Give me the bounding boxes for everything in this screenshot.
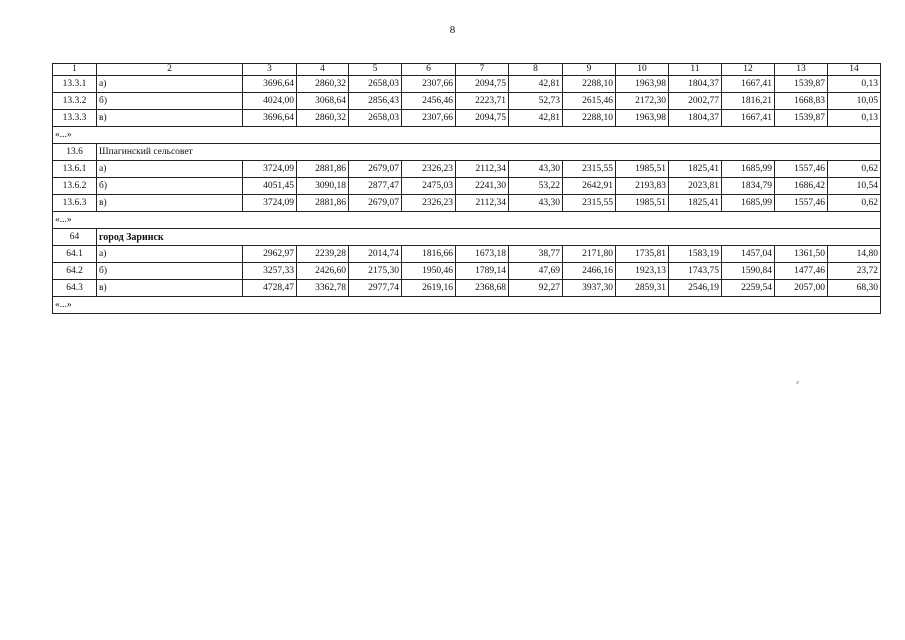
value-cell: 3724,09 [243, 195, 297, 212]
value-cell: 2962,97 [243, 246, 297, 263]
value-cell: 1950,46 [402, 263, 456, 280]
value-cell: 38,77 [509, 246, 563, 263]
page-number: 8 [449, 24, 456, 36]
value-cell: 2977,74 [349, 280, 402, 297]
value-cell: 1789,14 [456, 263, 509, 280]
value-cell: 2881,86 [297, 161, 349, 178]
value-cell: 14,80 [828, 246, 881, 263]
value-cell: 3724,09 [243, 161, 297, 178]
value-cell: 2288,10 [563, 110, 616, 127]
value-cell: 2193,83 [616, 178, 669, 195]
value-cell: 2259,54 [722, 280, 775, 297]
value-cell: 2860,32 [297, 76, 349, 93]
value-cell: 1985,51 [616, 195, 669, 212]
value-cell: 1834,79 [722, 178, 775, 195]
table-row [53, 178, 881, 195]
value-cell: 52,73 [509, 93, 563, 110]
section-title: город Заринск [97, 229, 881, 246]
value-cell: 2112,34 [456, 195, 509, 212]
table-body [53, 64, 881, 314]
value-cell: 1685,99 [722, 161, 775, 178]
tariff-table [52, 63, 881, 314]
value-cell: 1963,98 [616, 76, 669, 93]
value-cell: 1963,98 [616, 110, 669, 127]
header-cell: 14 [828, 64, 881, 76]
value-cell: 2368,68 [456, 280, 509, 297]
value-cell: 42,81 [509, 76, 563, 93]
row-code: 13.3.3 [53, 110, 97, 127]
value-cell: 2881,86 [297, 195, 349, 212]
value-cell: 1673,18 [456, 246, 509, 263]
value-cell: 43,30 [509, 161, 563, 178]
value-cell: 2466,16 [563, 263, 616, 280]
value-cell: 10,05 [828, 93, 881, 110]
value-cell: 3257,33 [243, 263, 297, 280]
value-cell: 2642,91 [563, 178, 616, 195]
header-cell: 11 [669, 64, 722, 76]
row-label: б) [97, 93, 243, 110]
row-code: 13.3.2 [53, 93, 97, 110]
value-cell: 2860,32 [297, 110, 349, 127]
header-cell: 8 [509, 64, 563, 76]
value-cell: 4051,45 [243, 178, 297, 195]
table-row [53, 263, 881, 280]
value-cell: 2456,46 [402, 93, 456, 110]
value-cell: 2679,07 [349, 195, 402, 212]
header-cell: 4 [297, 64, 349, 76]
value-cell: 2094,75 [456, 110, 509, 127]
header-cell: 7 [456, 64, 509, 76]
value-cell: 1539,87 [775, 76, 828, 93]
value-cell: 1557,46 [775, 161, 828, 178]
header-cell: 2 [97, 64, 243, 76]
table-row [53, 161, 881, 178]
value-cell: 1668,83 [775, 93, 828, 110]
row-code: 64.2 [53, 263, 97, 280]
row-code: 13.6.3 [53, 195, 97, 212]
row-code: 64.3 [53, 280, 97, 297]
table-row [53, 93, 881, 110]
ellipsis-row [53, 127, 881, 144]
value-cell: 2326,23 [402, 161, 456, 178]
value-cell: 1539,87 [775, 110, 828, 127]
value-cell: 1667,41 [722, 76, 775, 93]
value-cell: 2679,07 [349, 161, 402, 178]
table-row [53, 110, 881, 127]
value-cell: 2326,23 [402, 195, 456, 212]
header-cell: 6 [402, 64, 456, 76]
value-cell: 2307,66 [402, 110, 456, 127]
header-row [53, 64, 881, 76]
row-code: 64.1 [53, 246, 97, 263]
header-cell: 9 [563, 64, 616, 76]
value-cell: 2223,71 [456, 93, 509, 110]
value-cell: 4024,00 [243, 93, 297, 110]
value-cell: 2658,03 [349, 110, 402, 127]
value-cell: 2475,03 [402, 178, 456, 195]
value-cell: 2002,77 [669, 93, 722, 110]
value-cell: 1583,19 [669, 246, 722, 263]
value-cell: 1667,41 [722, 110, 775, 127]
ellipsis-cell: «...» [53, 127, 881, 144]
table-row [53, 195, 881, 212]
value-cell: 0,62 [828, 161, 881, 178]
table-row [53, 76, 881, 93]
row-code: 13.6.1 [53, 161, 97, 178]
header-cell: 12 [722, 64, 775, 76]
value-cell: 1685,99 [722, 195, 775, 212]
value-cell: 3696,64 [243, 76, 297, 93]
value-cell: 2241,30 [456, 178, 509, 195]
value-cell: 3090,18 [297, 178, 349, 195]
ellipsis-cell: «...» [53, 212, 881, 229]
value-cell: 0,13 [828, 110, 881, 127]
value-cell: 3937,30 [563, 280, 616, 297]
value-cell: 53,22 [509, 178, 563, 195]
value-cell: 1557,46 [775, 195, 828, 212]
value-cell: 2877,47 [349, 178, 402, 195]
row-code: 64 [53, 229, 97, 246]
value-cell: 47,69 [509, 263, 563, 280]
value-cell: 3068,64 [297, 93, 349, 110]
value-cell: 1361,50 [775, 246, 828, 263]
row-label: б) [97, 178, 243, 195]
value-cell: 1816,21 [722, 93, 775, 110]
value-cell: 0,13 [828, 76, 881, 93]
value-cell: 4728,47 [243, 280, 297, 297]
value-cell: 3362,78 [297, 280, 349, 297]
value-cell: 1804,37 [669, 76, 722, 93]
table-row [53, 246, 881, 263]
value-cell: 2615,46 [563, 93, 616, 110]
row-code: 13.6 [53, 144, 97, 161]
row-label: а) [97, 76, 243, 93]
value-cell: 2288,10 [563, 76, 616, 93]
value-cell: 1804,37 [669, 110, 722, 127]
header-cell: 10 [616, 64, 669, 76]
value-cell: 1825,41 [669, 161, 722, 178]
value-cell: 1923,13 [616, 263, 669, 280]
value-cell: 2658,03 [349, 76, 402, 93]
row-code: 13.3.1 [53, 76, 97, 93]
value-cell: 2172,30 [616, 93, 669, 110]
ellipsis-row [53, 297, 881, 314]
row-label: б) [97, 263, 243, 280]
value-cell: 43,30 [509, 195, 563, 212]
value-cell: 2239,28 [297, 246, 349, 263]
value-cell: 2014,74 [349, 246, 402, 263]
header-cell: 3 [243, 64, 297, 76]
value-cell: 2856,43 [349, 93, 402, 110]
header-cell: 5 [349, 64, 402, 76]
value-cell: 3696,64 [243, 110, 297, 127]
section-row [53, 144, 881, 161]
row-code: 13.6.2 [53, 178, 97, 195]
value-cell: 2315,55 [563, 161, 616, 178]
value-cell: 92,27 [509, 280, 563, 297]
value-cell: 1686,42 [775, 178, 828, 195]
value-cell: 42,81 [509, 110, 563, 127]
value-cell: 2023,81 [669, 178, 722, 195]
row-label: в) [97, 280, 243, 297]
row-label: а) [97, 246, 243, 263]
value-cell: 2859,31 [616, 280, 669, 297]
scan-mark [796, 381, 798, 384]
value-cell: 68,30 [828, 280, 881, 297]
value-cell: 2307,66 [402, 76, 456, 93]
table-row [53, 280, 881, 297]
row-label: а) [97, 161, 243, 178]
ellipsis-row [53, 212, 881, 229]
value-cell: 1985,51 [616, 161, 669, 178]
value-cell: 2619,16 [402, 280, 456, 297]
value-cell: 1477,46 [775, 263, 828, 280]
value-cell: 10,54 [828, 178, 881, 195]
value-cell: 0,62 [828, 195, 881, 212]
section-row [53, 229, 881, 246]
header-cell: 13 [775, 64, 828, 76]
value-cell: 1735,81 [616, 246, 669, 263]
value-cell: 1457,04 [722, 246, 775, 263]
value-cell: 2171,80 [563, 246, 616, 263]
value-cell: 1590,84 [722, 263, 775, 280]
value-cell: 1743,75 [669, 263, 722, 280]
value-cell: 2057,00 [775, 280, 828, 297]
row-label: в) [97, 110, 243, 127]
section-title: Шпагинский сельсовет [97, 144, 881, 161]
value-cell: 2546,19 [669, 280, 722, 297]
value-cell: 2175,30 [349, 263, 402, 280]
ellipsis-cell: «...» [53, 297, 881, 314]
value-cell: 2315,55 [563, 195, 616, 212]
value-cell: 2426,60 [297, 263, 349, 280]
row-label: в) [97, 195, 243, 212]
value-cell: 1816,66 [402, 246, 456, 263]
value-cell: 2094,75 [456, 76, 509, 93]
value-cell: 2112,34 [456, 161, 509, 178]
value-cell: 1825,41 [669, 195, 722, 212]
value-cell: 23,72 [828, 263, 881, 280]
header-cell: 1 [53, 64, 97, 76]
